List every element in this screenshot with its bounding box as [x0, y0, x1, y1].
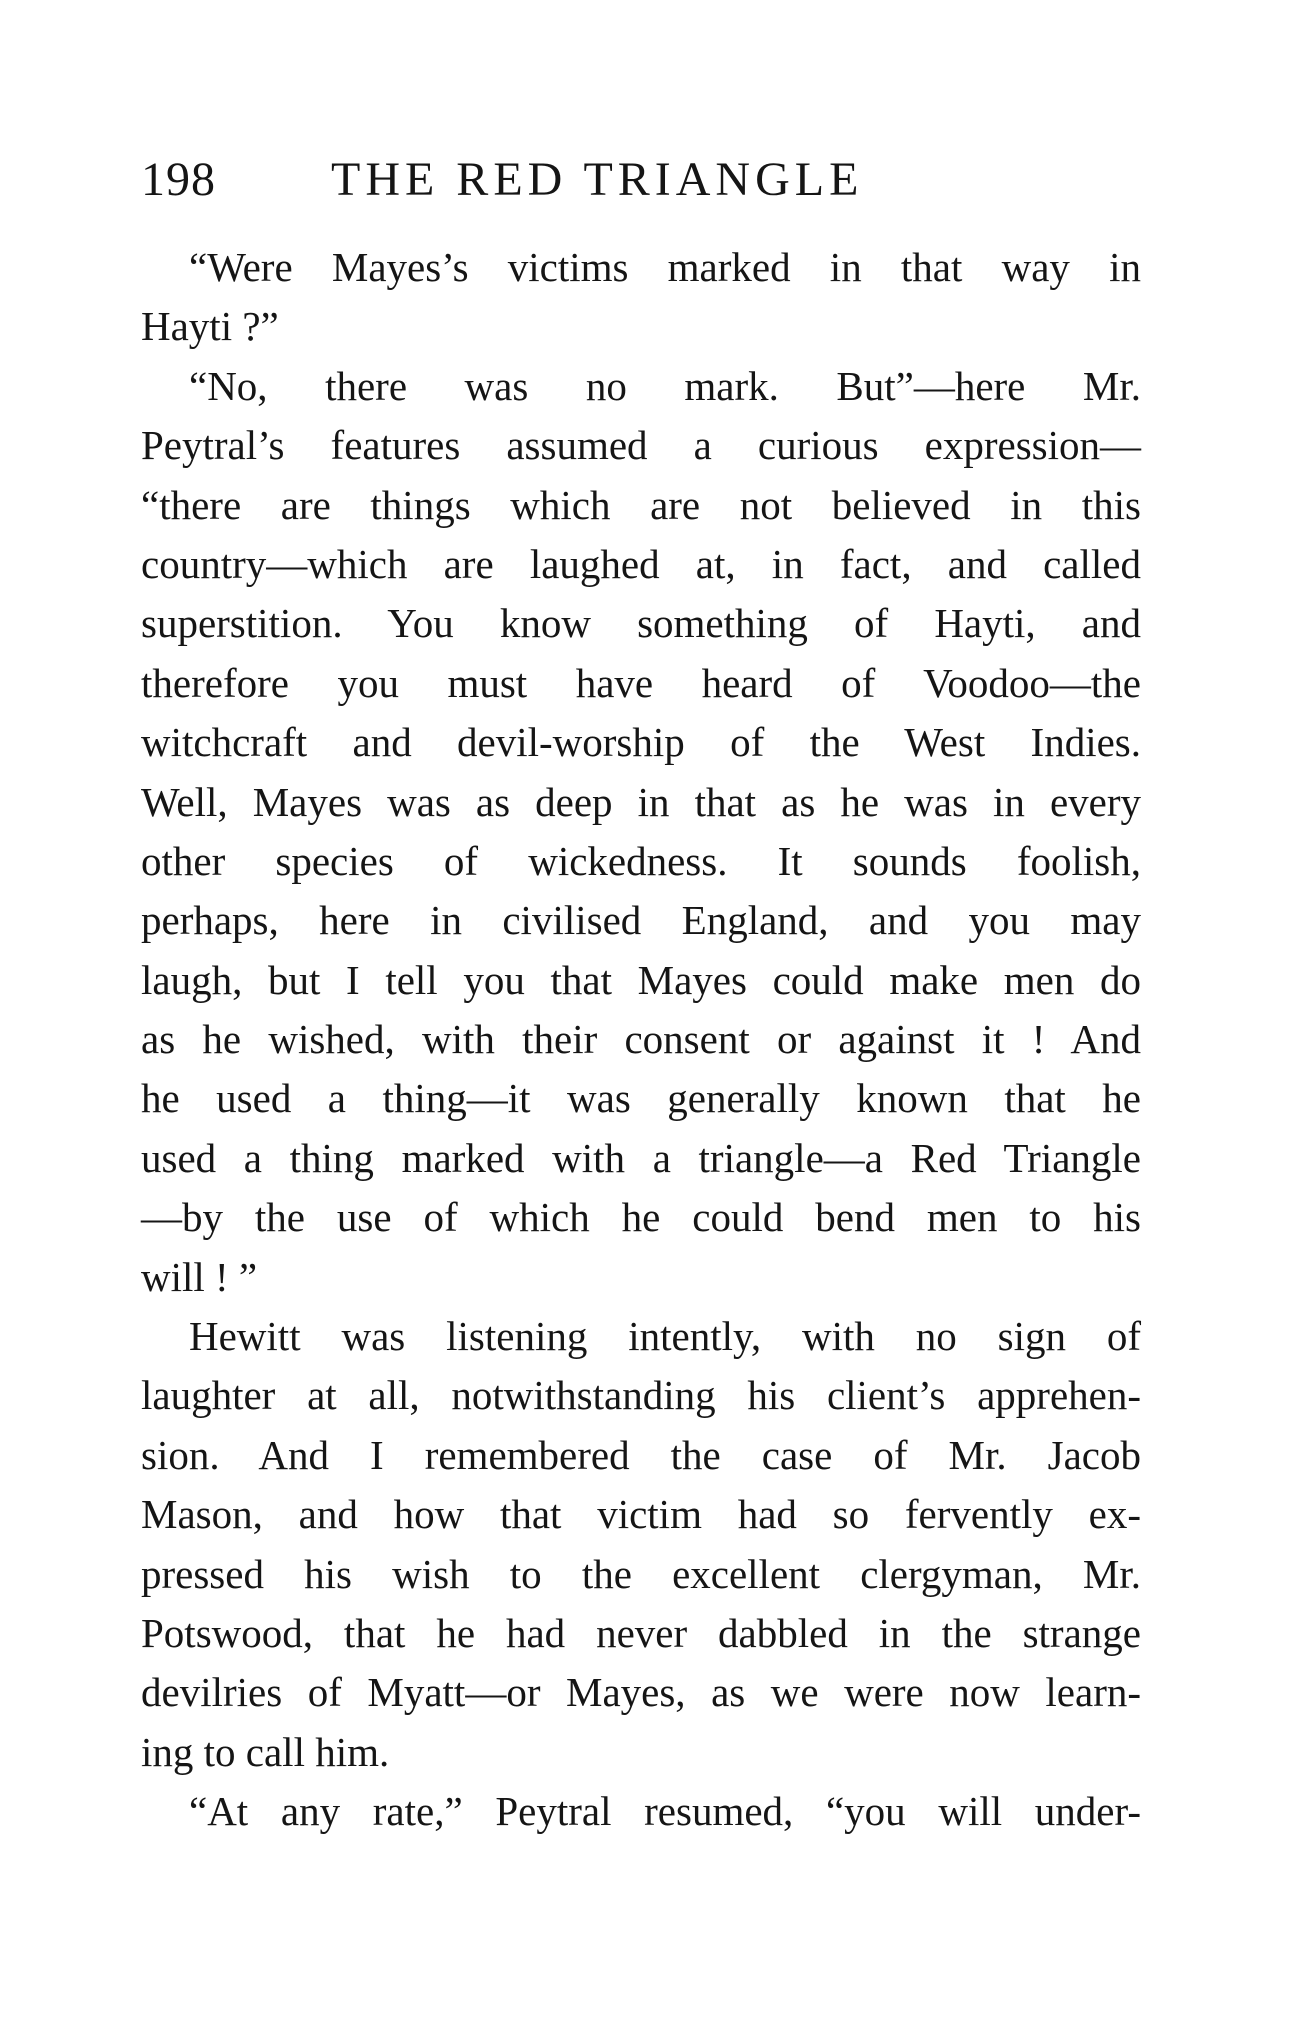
- text-line: he used a thing—it was generally known that he: [141, 1075, 1141, 1122]
- running-head: THE RED TRIANGLE: [331, 153, 864, 206]
- text-line: as he wished, with their consent or against it ! And: [141, 1016, 1141, 1063]
- text-line: laughter at all, notwithstanding his client’s apprehen-: [141, 1372, 1141, 1419]
- text-line: witchcraft and devil-worship of the West Indies.: [141, 719, 1141, 766]
- text-line: used a thing marked with a triangle—a Red Triangle: [141, 1134, 1141, 1181]
- text-line: “Were Mayes’s victims marked in that way in: [189, 244, 1141, 290]
- text-line: Potswood, that he had never dabbled in the strange: [141, 1609, 1141, 1656]
- text-line: will ! ”: [141, 1253, 258, 1300]
- text-line: ing to call him.: [141, 1728, 390, 1775]
- text-line: “there are things which are not believed in this: [141, 481, 1141, 528]
- text-line: perhaps, here in civilised England, and you may: [141, 897, 1141, 944]
- text-line: Hewitt was listening intently, with no sign of: [189, 1313, 1141, 1360]
- text-line: Hayti ?”: [141, 303, 279, 350]
- text-line: superstition. You know something of Hayti, and: [141, 600, 1141, 647]
- text-line: “At any rate,” Peytral resumed, “you will under-: [189, 1788, 1141, 1835]
- text-line: therefore you must have heard of Voodoo—the: [141, 659, 1141, 706]
- text-line: country—which are laughed at, in fact, and called: [141, 540, 1141, 587]
- text-line: devilries of Myatt—or Mayes, as we were now learn-: [141, 1669, 1141, 1716]
- text-line: sion. And I remembered the case of Mr. Jacob: [141, 1431, 1141, 1478]
- page-header: [141, 150, 1141, 210]
- text-line: Well, Mayes was as deep in that as he was in every: [141, 778, 1141, 825]
- body-text: [141, 238, 1141, 1842]
- text-line: laugh, but I tell you that Mayes could make men do: [141, 956, 1141, 1003]
- text-line: —by the use of which he could bend men to his: [141, 1194, 1141, 1241]
- text-line: “No, there was no mark. But”—here Mr.: [189, 362, 1141, 409]
- text-line: Peytral’s features assumed a curious expression—: [141, 422, 1141, 469]
- text-line: Mason, and how that victim had so fervently ex-: [141, 1491, 1141, 1538]
- text-line: pressed his wish to the excellent clergyman, Mr.: [141, 1550, 1141, 1597]
- text-line: other species of wickedness. It sounds foolish,: [141, 837, 1141, 884]
- page-number: 198: [141, 153, 216, 206]
